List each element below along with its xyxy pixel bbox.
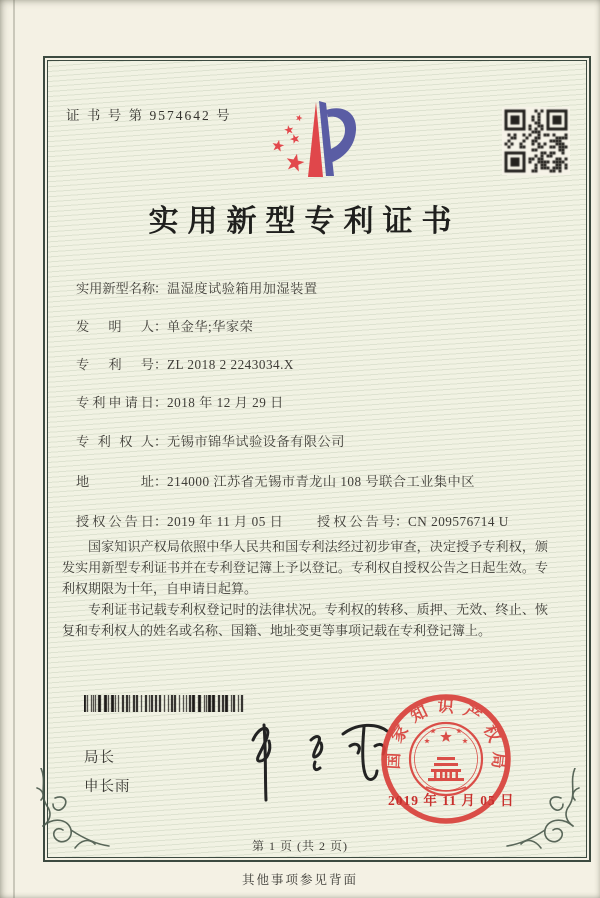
director-title: 局长 bbox=[84, 750, 115, 766]
director-name: 申长雨 bbox=[84, 779, 131, 795]
certificate-title: 实用新型专利证书 bbox=[148, 205, 461, 238]
field-value: 214000 江苏省无锡市青龙山 108 号联合工业集中区 bbox=[167, 474, 475, 489]
field-row-grant bbox=[76, 511, 509, 530]
field-row-filing-date bbox=[76, 392, 284, 411]
seal-org-text: 国家知识产权局 bbox=[383, 696, 509, 779]
field-label: 专利权人 bbox=[76, 434, 154, 449]
barcode bbox=[84, 695, 244, 712]
page-indicator: 第 1 页 (共 2 页) bbox=[252, 839, 348, 853]
field-value: 温湿度试验箱用加湿装置 bbox=[167, 281, 318, 296]
field-value: ZL 2018 2 2243034.X bbox=[167, 357, 294, 372]
field-row-patent-number bbox=[76, 354, 294, 373]
qr-code bbox=[502, 107, 570, 175]
scan-edge-shadow bbox=[13, 0, 15, 898]
field-label: 实用新型名称 bbox=[76, 281, 156, 296]
field-row-address bbox=[76, 471, 475, 490]
legal-paragraph: 专利证书记载专利权登记时的法律状况。专利权的转移、质押、无效、终止、恢复和专利权人的姓名或名称、国籍、地址变更等事项记载在专利登记簿上。 bbox=[62, 602, 548, 639]
back-side-note: 其他事项参见背面 bbox=[241, 873, 358, 887]
field-label: 地址 bbox=[76, 474, 154, 489]
field-label: 专利号 bbox=[76, 357, 154, 372]
field-label: 专利申请日 bbox=[76, 395, 154, 410]
field-colon: ： bbox=[154, 434, 168, 449]
field-colon: ： bbox=[154, 281, 168, 296]
field-value: CN 209576714 U bbox=[408, 514, 509, 529]
cnipa-logo-icon bbox=[248, 86, 363, 188]
field-colon: ： bbox=[154, 514, 168, 529]
field-colon: ： bbox=[154, 395, 168, 410]
field-row-name bbox=[76, 278, 318, 297]
field-row-patentee bbox=[76, 431, 345, 450]
seal-date: 2019 年 11 月 05 日 bbox=[388, 793, 515, 808]
legal-text bbox=[62, 536, 548, 641]
legal-paragraph: 国家知识产权局依照中华人民共和国专利法经过初步审查，决定授予专利权，颁发实用新型专利证书并在专利登记簿上予以登记。专利权自授权公告之日起生效。专利权期限为十年，自申请日起算。 bbox=[62, 539, 548, 597]
field-value: 2018 年 12 月 29 日 bbox=[167, 395, 284, 410]
field-value: 无锡市锦华试验设备有限公司 bbox=[167, 434, 345, 449]
field-label: 授权公告号 bbox=[317, 514, 395, 529]
field-colon: ： bbox=[154, 357, 168, 372]
field-value: 单金华;华家荣 bbox=[167, 319, 254, 334]
field-label: 发明人 bbox=[76, 319, 154, 334]
field-row-inventor bbox=[76, 316, 253, 335]
director-block bbox=[84, 744, 131, 802]
field-value: 2019 年 11 月 05 日 bbox=[167, 514, 284, 529]
field-colon: ： bbox=[395, 514, 409, 529]
field-colon: ： bbox=[154, 319, 168, 334]
certificate-number: 证 书 号 第 9574642 号 bbox=[66, 108, 232, 123]
field-label: 授权公告日 bbox=[76, 514, 154, 529]
field-colon: ： bbox=[154, 474, 168, 489]
